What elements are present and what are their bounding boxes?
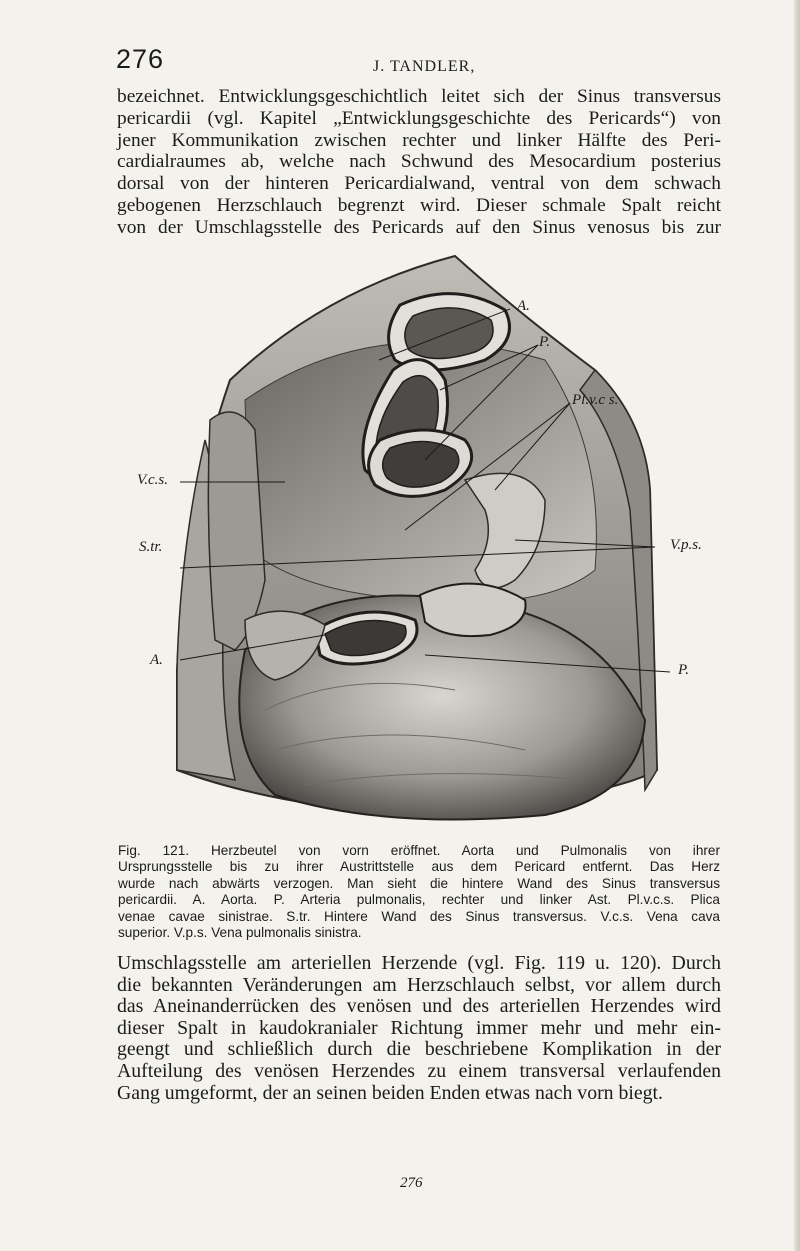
caption-line: venae cavae sinistrae. S.tr. Hintere Wand des Sinus transversus. V.c.s. Vena cava xyxy=(118,908,720,924)
caption-line: Fig. 121. Herzbeutel von vorn eröffnet. Aorta und Pulmonalis von ihrer xyxy=(118,843,720,858)
figure-label-vena-cava-superior: V.c.s. xyxy=(137,472,168,488)
figure-label-aorta-bottom: A. xyxy=(150,652,163,668)
caption-line: Ursprungsstelle bis zu ihrer Austrittstelle aus dem Pericard entfernt. Das Herz xyxy=(118,859,720,875)
figure-label-sinus-transversus: S.tr. xyxy=(139,539,163,555)
text-line: die bekannten Veränderungen am Herzschlauch selbst, vor allem durch xyxy=(117,973,721,996)
caption-line: superior. V.p.s. Vena pulmonalis sinistra. xyxy=(118,925,362,941)
page-edge xyxy=(794,0,800,1251)
figure-label-plica-venae-cavae: Pl.v.c s. xyxy=(572,392,619,408)
running-head: J. TANDLER, xyxy=(373,58,476,75)
text-line: cardialraumes ab, welche nach Schwund des Mesocardium posterius xyxy=(117,151,721,173)
caption-line: wurde nach abwärts verzogen. Man sieht die hintere Wand des Sinus transversus xyxy=(118,875,720,891)
text-line: Umschlagsstelle am arteriellen Herzende (vgl. Fig. 119 u. 120). Durch xyxy=(117,952,721,974)
text-line: geengt und schließlich durch die beschriebene Komplikation in der xyxy=(117,1038,721,1061)
text-line: dieser Spalt in kaudokranialer Richtung immer mehr und mehr ein- xyxy=(117,1016,721,1039)
figure-label-vena-pulmonalis: V.p.s. xyxy=(670,537,702,553)
anatomical-illustration xyxy=(125,250,725,830)
figure-label-aorta-top: A. xyxy=(517,298,530,314)
footer-page-number: 276 xyxy=(400,1175,423,1191)
figure-caption xyxy=(118,843,720,941)
figure-label-pulmonalis-top: P. xyxy=(539,334,550,350)
text-line: Gang umgeformt, der an seinen beiden Enden etwas nach vorn biegt. xyxy=(117,1081,664,1104)
text-line: jener Kommunikation zwischen rechter und linker Hälfte des Peri- xyxy=(117,129,721,151)
text-line: dorsal von der hinteren Pericardialwand, ventral von dem schwach xyxy=(117,173,721,195)
paragraph-bottom xyxy=(117,953,721,1104)
text-line: das Aneinanderrücken des venösen und des arteriellen Herzendes wird xyxy=(117,995,721,1018)
paragraph-top xyxy=(117,86,721,239)
text-line: bezeichnet. Entwicklungsgeschichtlich leitet sich der Sinus transversus xyxy=(117,86,721,107)
page-header xyxy=(116,38,716,78)
figure-label-pulmonalis-bottom: P. xyxy=(678,662,689,678)
caption-line: pericardii. A. Aorta. P. Arteria pulmonalis, rechter und linker Ast. Pl.v.c.s. Plica xyxy=(118,892,720,908)
text-line: von der Umschlagsstelle des Pericards auf den Sinus venosus bis zur xyxy=(117,216,721,238)
text-line: Aufteilung des venösen Herzendes zu einem transversal verlaufenden xyxy=(117,1059,721,1082)
page-number: 276 xyxy=(116,44,165,74)
figure-121 xyxy=(125,250,725,830)
text-line: gebogenen Herzschlauch begrenzt wird. Dieser schmale Spalt reicht xyxy=(117,194,721,216)
text-line: pericardii (vgl. Kapitel „Entwicklungsgeschichte des Pericards“) von xyxy=(117,107,721,129)
